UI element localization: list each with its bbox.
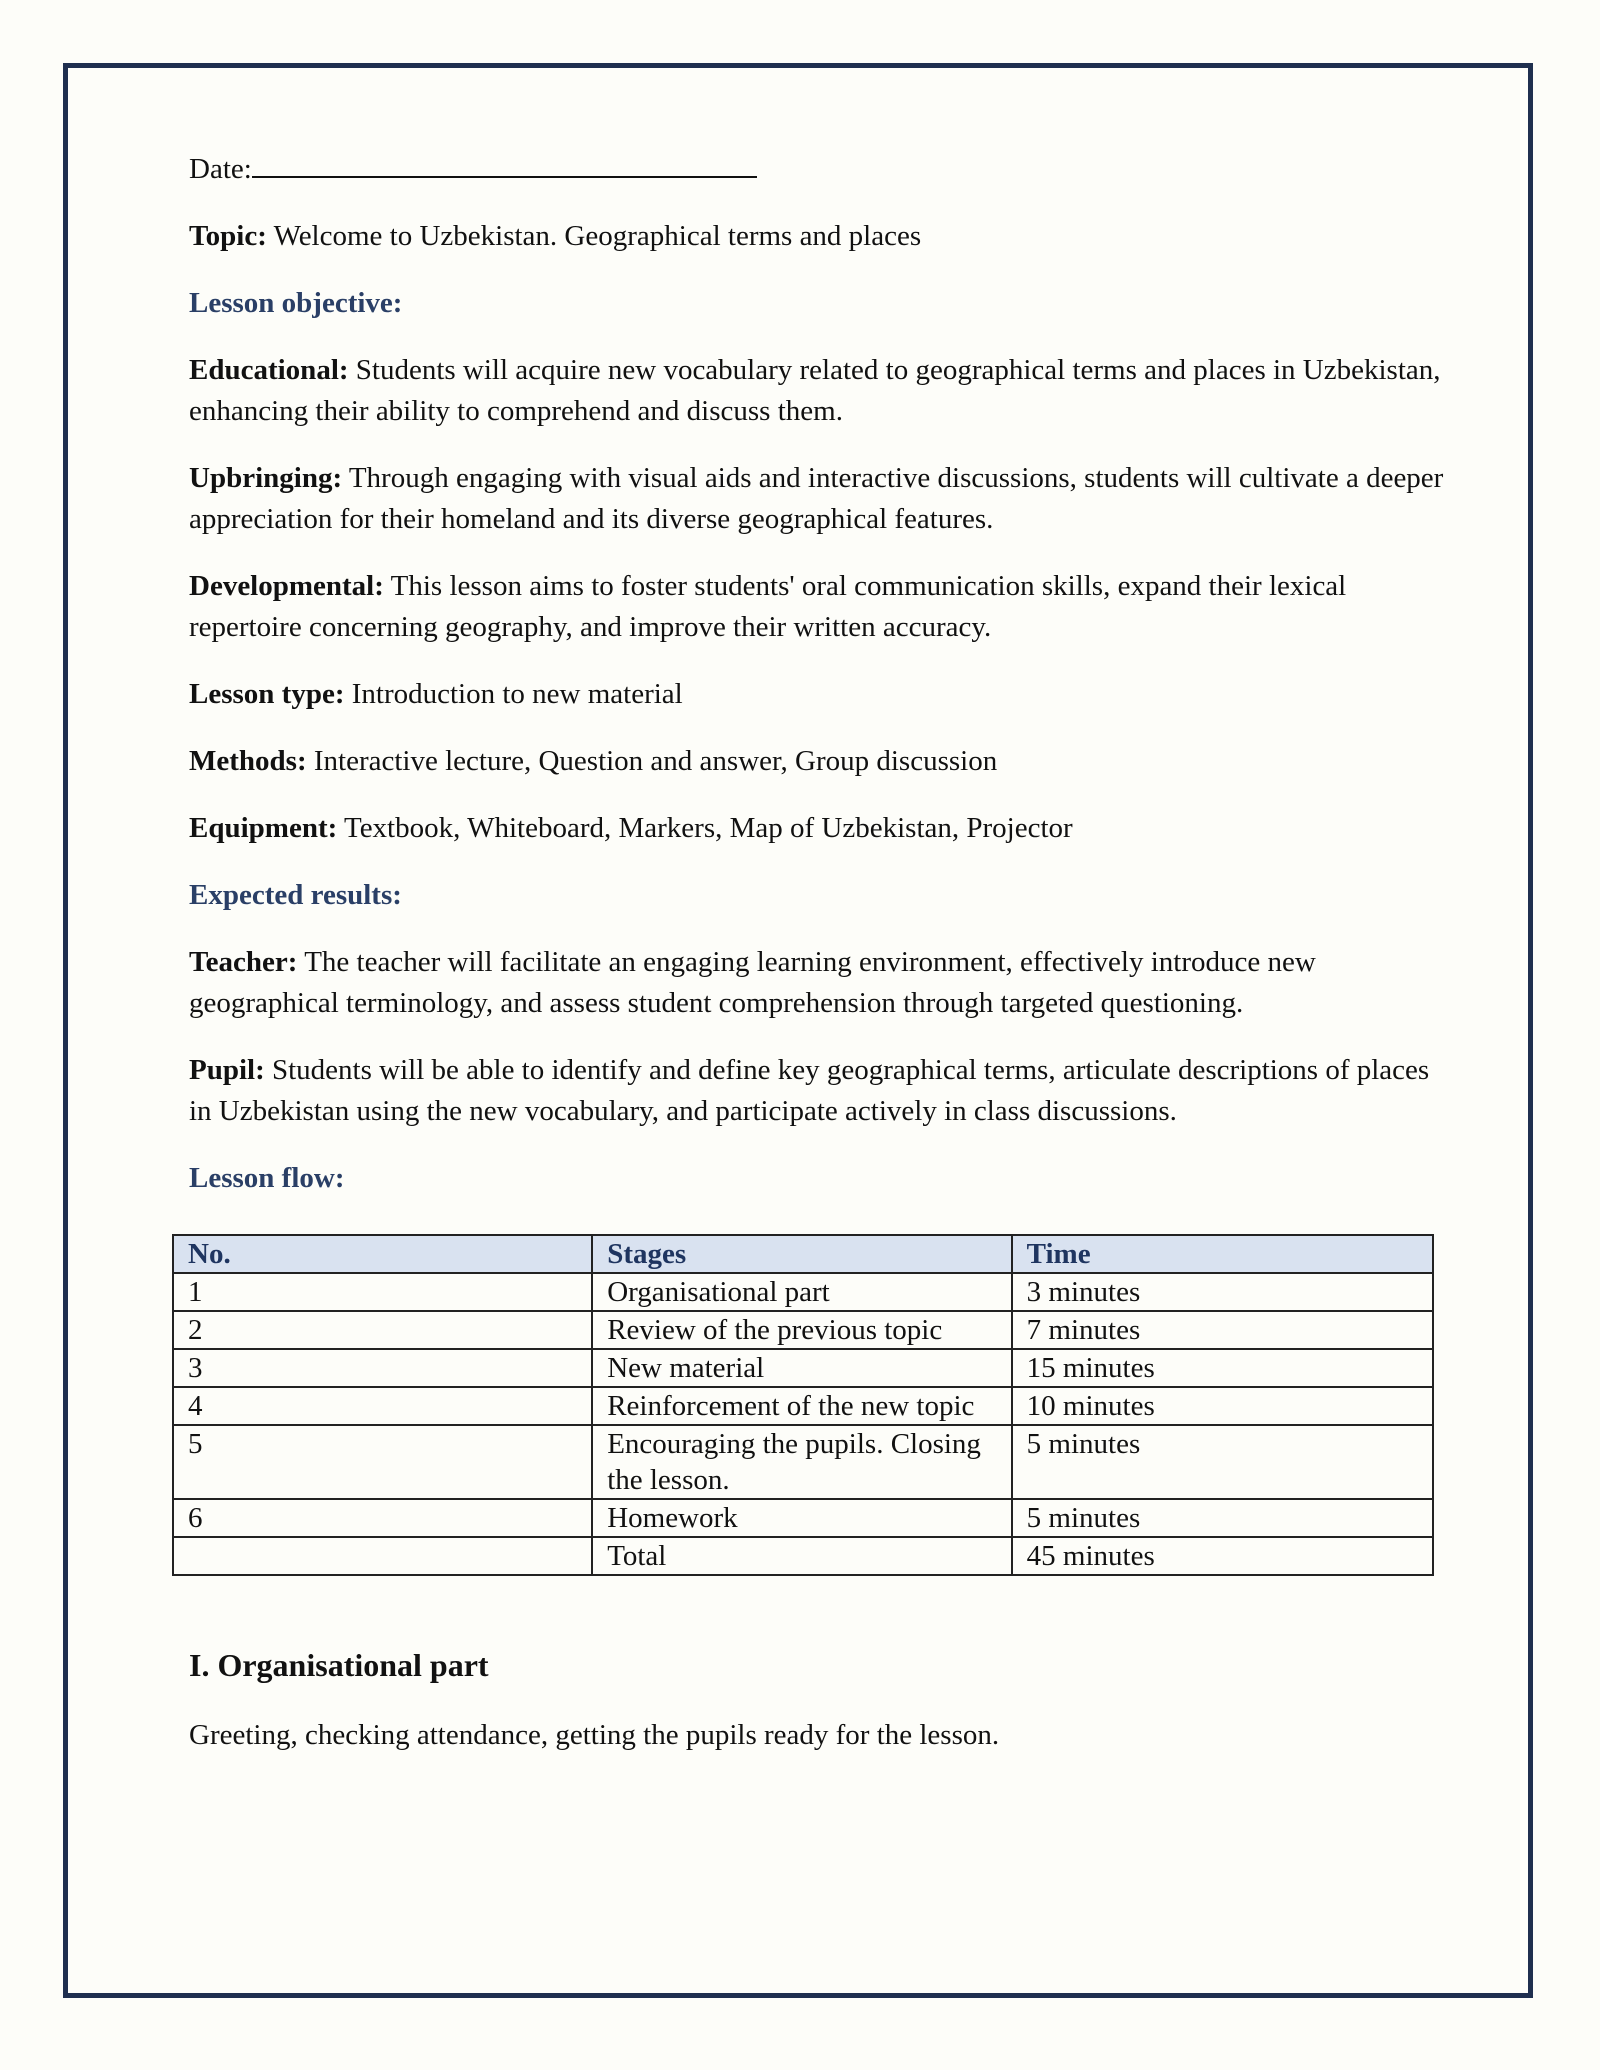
table-row (173, 1425, 1433, 1499)
topic-line (189, 216, 1449, 257)
row-number: 3 (173, 1349, 592, 1387)
lesson-type-line (189, 674, 1449, 715)
lesson-type-label: Lesson type: (189, 678, 345, 710)
methods-value: Interactive lecture, Question and answer, Group discussion (313, 745, 998, 777)
row-number: 1 (173, 1273, 592, 1311)
row-time: 15 minutes (1012, 1349, 1433, 1387)
row-number: 5 (173, 1425, 592, 1499)
total-label: Total (592, 1537, 1011, 1575)
teacher-result (189, 942, 1449, 1024)
upbringing-label: Upbringing: (189, 462, 343, 494)
lesson-objective-heading: Lesson objective: (189, 287, 403, 319)
table-row (173, 1273, 1433, 1311)
developmental-value: This lesson aims to foster students' oral communication skills, expand their lexical repertoire concerning geography, and improve their written accuracy. (189, 570, 1347, 643)
teacher-value: The teacher will facilitate an engaging learning environment, effectively introduce new geographical terminology, and assess student comprehension through targeted questioning. (189, 946, 1316, 1019)
column-header-no: No. (173, 1235, 592, 1273)
table-row (173, 1311, 1433, 1349)
methods-label: Methods: (189, 745, 307, 777)
table-row (173, 1499, 1433, 1537)
column-header-time: Time (1012, 1235, 1433, 1273)
row-stage: Reinforcement of the new topic (592, 1387, 1011, 1425)
teacher-label: Teacher: (189, 946, 298, 978)
lesson-flow-heading: Lesson flow: (189, 1162, 345, 1194)
table-row (173, 1387, 1433, 1425)
row-stage: Homework (592, 1499, 1011, 1537)
methods-line (189, 741, 1449, 782)
row-stage: New material (592, 1349, 1011, 1387)
row-time: 3 minutes (1012, 1273, 1433, 1311)
row-time: 10 minutes (1012, 1387, 1433, 1425)
row-time: 5 minutes (1012, 1499, 1433, 1537)
total-time: 45 minutes (1012, 1537, 1433, 1575)
table-row (173, 1349, 1433, 1387)
expected-results-heading: Expected results: (189, 879, 402, 911)
date-field (189, 148, 1449, 190)
row-stage: Review of the previous topic (592, 1311, 1011, 1349)
table-header-row (173, 1235, 1433, 1273)
row-number: 6 (173, 1499, 592, 1537)
row-stage: Organisational part (592, 1273, 1011, 1311)
upbringing-objective (189, 458, 1449, 540)
date-label: Date: (189, 153, 252, 185)
equipment-label: Equipment: (189, 812, 338, 844)
row-number: 2 (173, 1311, 592, 1349)
lesson-flow-table (172, 1234, 1434, 1576)
lesson-type-value: Introduction to new material (351, 678, 683, 710)
date-blank-line (252, 148, 757, 178)
organisational-part-text: Greeting, checking attendance, getting the pupils ready for the lesson. (189, 1719, 1000, 1751)
equipment-value: Textbook, Whiteboard, Markers, Map of Uzbekistan, Projector (344, 812, 1073, 844)
developmental-objective (189, 566, 1449, 648)
total-empty-cell (173, 1537, 592, 1575)
pupil-value: Students will be able to identify and define key geographical terms, articulate descriptions of places in Uzbekistan using the new vocabulary, and participate actively in class discussions. (189, 1054, 1430, 1127)
row-stage: Encouraging the pupils. Closing the lesson. (592, 1425, 1011, 1499)
educational-label: Educational: (189, 354, 349, 386)
document-body (189, 148, 1449, 1225)
row-number: 4 (173, 1387, 592, 1425)
educational-objective (189, 350, 1449, 432)
pupil-label: Pupil: (189, 1054, 265, 1086)
table-total-row (173, 1537, 1433, 1575)
organisational-part-heading: I. Organisational part (189, 1647, 489, 1683)
pupil-result (189, 1050, 1449, 1132)
educational-value: Students will acquire new vocabulary related to geographical terms and places in Uzbekistan, enhancing their ability to comprehend and discuss them. (189, 354, 1441, 427)
equipment-line (189, 808, 1449, 849)
topic-label: Topic: (189, 220, 267, 252)
developmental-label: Developmental: (189, 570, 384, 602)
row-time: 7 minutes (1012, 1311, 1433, 1349)
row-time: 5 minutes (1012, 1425, 1433, 1499)
column-header-stages: Stages (592, 1235, 1011, 1273)
topic-value: Welcome to Uzbekistan. Geographical terms and places (273, 220, 922, 252)
upbringing-value: Through engaging with visual aids and interactive discussions, students will cultivate a deeper appreciation for their homeland and its diverse geographical features. (189, 462, 1444, 535)
